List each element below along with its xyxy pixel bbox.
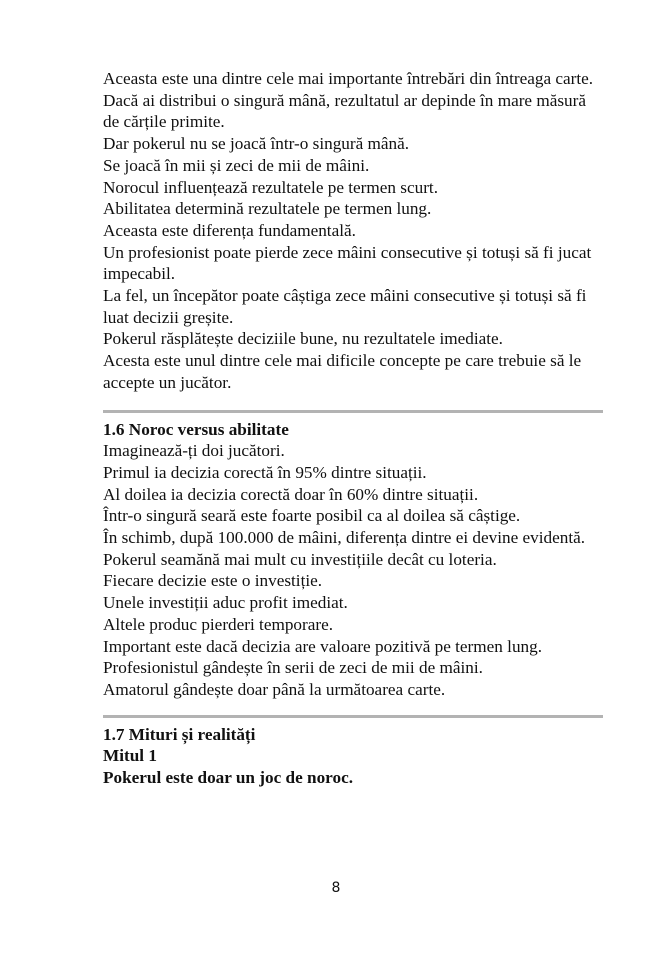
myth-text: Pokerul este doar un joc de noroc.: [103, 768, 353, 788]
paragraph: La fel, un începător poate câștiga zece mâini consecutive și totuși să fi luat decizii greșite.: [103, 286, 587, 327]
paragraph: Altele produc pierderi temporare.: [103, 614, 334, 634]
paragraph: Primul ia decizia corectă în 95% dintre situații.: [103, 462, 427, 482]
paragraph: Aceasta este diferența fundamentală.: [103, 220, 356, 240]
paragraph: Dar pokerul nu se joacă într-o singură mână.: [103, 134, 410, 154]
paragraph: Se joacă în mii și zeci de mii de mâini.: [103, 155, 370, 175]
paragraph: Amatorul gândește doar până la următoarea carte.: [103, 679, 446, 699]
section-divider: [103, 410, 603, 413]
paragraph: Aceasta este una dintre cele mai importante întrebări din întreaga carte.: [103, 69, 594, 88]
paragraph: Pokerul seamănă mai mult cu investițiile decât cu loteria.: [103, 549, 497, 569]
intro-block: [103, 68, 603, 394]
page-number: 8: [331, 880, 341, 896]
section-1-6: [103, 419, 603, 701]
paragraph: Dacă ai distribui o singură mână, rezultatul ar depinde în mare măsură de cărțile primite.: [103, 90, 586, 132]
paragraph: Fiecare decizie este o investiție.: [103, 571, 323, 591]
paragraph: Imaginează-ți doi jucători.: [103, 441, 285, 461]
myth-label: Mitul 1: [103, 746, 157, 766]
paragraph: Pokerul răsplătește deciziile bune, nu rezultatele imediate.: [103, 329, 503, 349]
paragraph: Într-o singură seară este foarte posibil ca al doilea să câștige.: [103, 506, 521, 526]
section-heading: 1.7 Mituri și realități: [103, 724, 256, 744]
paragraph: Abilitatea determină rezultatele pe termen lung.: [103, 199, 432, 219]
paragraph: Norocul influențează rezultatele pe termen scurt.: [103, 177, 438, 197]
paragraph: Unele investiții aduc profit imediat.: [103, 593, 348, 613]
section-divider: [103, 715, 603, 718]
page-content: [103, 68, 603, 789]
paragraph: Acesta este unul dintre cele mai dificile concepte pe care trebuie să le accepte un jucător.: [103, 351, 582, 392]
paragraph: Profesionistul gândește în serii de zeci de mii de mâini.: [103, 658, 483, 678]
section-1-7: [103, 724, 603, 789]
paragraph: Important este dacă decizia are valoare pozitivă pe termen lung.: [103, 636, 543, 656]
paragraph: Un profesionist poate pierde zece mâini consecutive și totuși să fi jucat impecabil.: [103, 242, 592, 284]
paragraph: Al doilea ia decizia corectă doar în 60% dintre situații.: [103, 484, 479, 504]
section-heading: 1.6 Noroc versus abilitate: [103, 419, 289, 439]
paragraph: În schimb, după 100.000 de mâini, diferența dintre ei devine evidentă.: [103, 528, 586, 548]
